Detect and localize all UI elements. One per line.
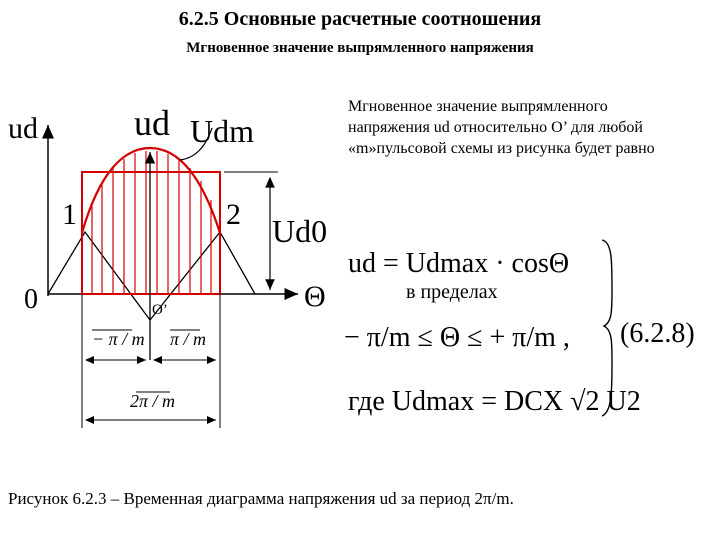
page-title: 6.2.5 Основные расчетные соотношения <box>178 8 542 30</box>
y-axis-label: ud <box>8 112 38 145</box>
description-text: Мгновенное значение выпрямленного напряжения ud относительно О’ для любой «m»пульсовой схемы из рисунка будет равно <box>348 98 655 157</box>
range-text: в пределах <box>406 281 498 303</box>
curve-label: ud <box>134 103 170 143</box>
ud-curve <box>82 148 220 233</box>
ud0-label: Ud0 <box>272 213 328 249</box>
x-axis-label: Θ <box>304 280 326 313</box>
o-prime-label: O’ <box>152 302 168 318</box>
page-subtitle: Мгновенное значение выпрямленного напряжения <box>186 40 534 56</box>
two-pi-m-label: 2π / m <box>130 391 176 411</box>
origin-label: 0 <box>24 284 38 315</box>
minus-pi-m-label: − π / m <box>92 329 145 349</box>
formula-block <box>340 230 715 430</box>
phase1-label: 1 <box>62 198 77 231</box>
formula-line1: ud = Udmax · cosΘ <box>348 248 570 279</box>
formula-line3: где Udmax = DCX √2 U2 <box>348 386 641 417</box>
equation-number: (6.2.8) <box>620 318 695 349</box>
udm-label: Udm <box>190 113 254 149</box>
voltage-diagram <box>0 0 345 480</box>
pi-m-label: π / m <box>170 329 207 349</box>
formula-line2: − π/m ≤ Θ ≤ + π/m , <box>344 322 570 353</box>
figure-caption: Рисунок 6.2.3 – Временная диаграмма напряжения ud за период 2π/m. <box>8 489 514 508</box>
phase2-label: 2 <box>226 198 241 231</box>
ud0-rectangle <box>82 172 220 294</box>
